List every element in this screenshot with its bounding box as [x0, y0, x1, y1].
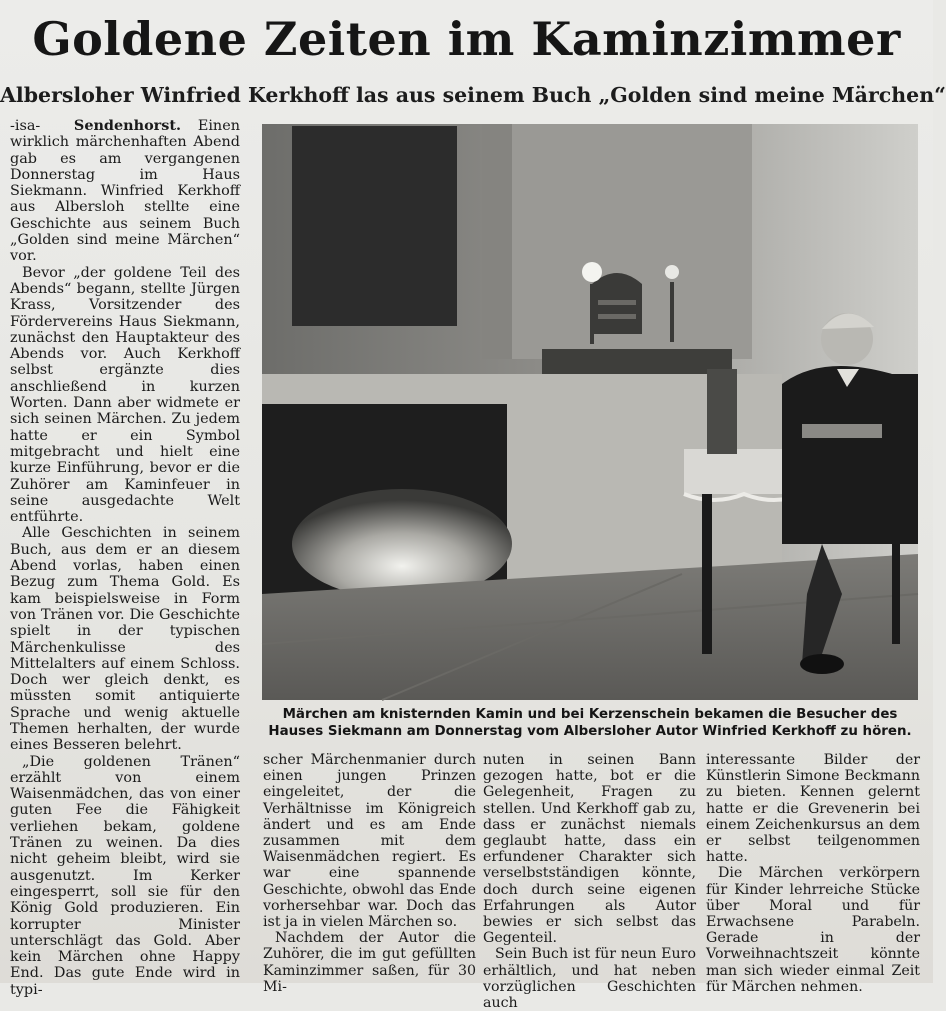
photo-caption: Märchen am knisternden Kamin und bei Kerzenschein bekamen die Besucher des Hauses Siekmann am Donnerstag vom Albersloher Autor Winfried Kerkhoff zu hören.: [268, 707, 912, 739]
article-paragraph: Alle Geschichten in seinem Buch, aus dem er an diesem Abend vorlas, haben einen Bezug zum Thema Gold. Es kam beispielsweise in Form von Tränen vor. Die Geschichte spielt in der typischen Märchenkulisse des Mittelalters auf einem Schloss. Doch wer gleich denkt, es müssten somit antiquierte Sprache und wenig aktuelle Themen herhalten, der wurde eines Besseren belehrt.: [10, 525, 240, 754]
subheadline: Albersloher Winfried Kerkhoff las aus seinem Buch „Golden sind meine Märchen“: [0, 83, 946, 107]
article-paragraph: „Die goldenen Tränen“ erzählt von einem Waisenmädchen, das von einer guten Fee die Fähigkeit verliehen bekam, goldene Tränen zu weinen. Da dies nicht geheim bleibt, wird sie ausgenutzt. Im Kerker eingesperrt, soll sie für den König Gold produzieren. Ein korrupter Minister unterschlägt das Gold. Aber kein Märchen ohne Happy End. Das gute Ende wird in typi-: [10, 753, 240, 998]
article-column-4: [706, 752, 920, 995]
article-paragraph: Nachdem der Autor die Zuhörer, die im gut gefüllten Kaminzimmer saßen, für 30 Mi-: [263, 930, 476, 995]
dateline: Sendenhorst.: [73, 117, 182, 134]
fireplace-reading-photo: [262, 124, 918, 700]
article-column-3: [483, 752, 696, 1011]
article-paragraph: nuten in seinen Bann gezogen hatte, bot er die Gelegenheit, Fragen zu stellen. Und Kerkhoff gab zu, dass er zunächst niemals geglaubt hatte, dass ein erfundener Charakter sich verselbstständigen könnte, doch durch seine eigenen Erfahrungen als Autor bewies er sich selbst das Gegenteil.: [483, 752, 696, 947]
article-paragraph: interessante Bilder der Künstlerin Simone Beckmann zu bieten. Kennen gelernt hatte er die Grevenerin bei einem Zeichenkursus an dem er selbst teilgenommen hatte.: [706, 752, 920, 866]
article-paragraph: Sein Buch ist für neun Euro erhältlich, und hat neben vorzüglichen Geschichten auch: [483, 946, 696, 1011]
article-paragraph: Bevor „der goldene Teil des Abends“ begann, stellte Jürgen Krass, Vorsitzender des Fördervereins Haus Siekmann, zunächst den Hauptakteur des Abends vor. Auch Kerkhoff selbst ergänzte dies anschließend in kurzen Worten. Dann aber widmete er sich seinen Märchen. Zu jedem hatte er ein Symbol mitgebracht und hielt eine kurze Einführung, bevor er die Zuhörer am Kaminfeuer in seine ausgedachte Welt entführte.: [10, 264, 240, 526]
headline: Goldene Zeiten im Kaminzimmer: [32, 12, 901, 66]
paragraph-text: Einen wirklich märchenhaften Abend gab es am vergangenen Donnerstag im Haus Siekmann. Winfried Kerkhoff aus Albersloh stellte eine Geschichte aus seinem Buch „Golden sind meine Märchen“ vor.: [10, 118, 240, 265]
article-photo: [262, 124, 918, 700]
article-column-1: [10, 117, 240, 998]
article-column-2: [263, 752, 476, 995]
article-paragraph: [10, 118, 240, 265]
article-paragraph: Die Märchen verkörpern für Kinder lehrreiche Stücke über Moral und für Erwachsene Parabeln. Gerade in der Vorweihnachtszeit könnte man sich wieder einmal Zeit für Märchen nehmen.: [706, 865, 920, 995]
byline: -isa-: [10, 118, 41, 134]
article-paragraph: scher Märchenmanier durch einen jungen Prinzen eingeleitet, der die Verhältnisse im Königreich ändert und es am Ende zusammen mit dem Waisenmädchen regiert. Es war eine spannende Geschichte, obwohl das Ende vorhersehbar war. Doch das ist ja in vielen Märchen so.: [263, 752, 476, 931]
